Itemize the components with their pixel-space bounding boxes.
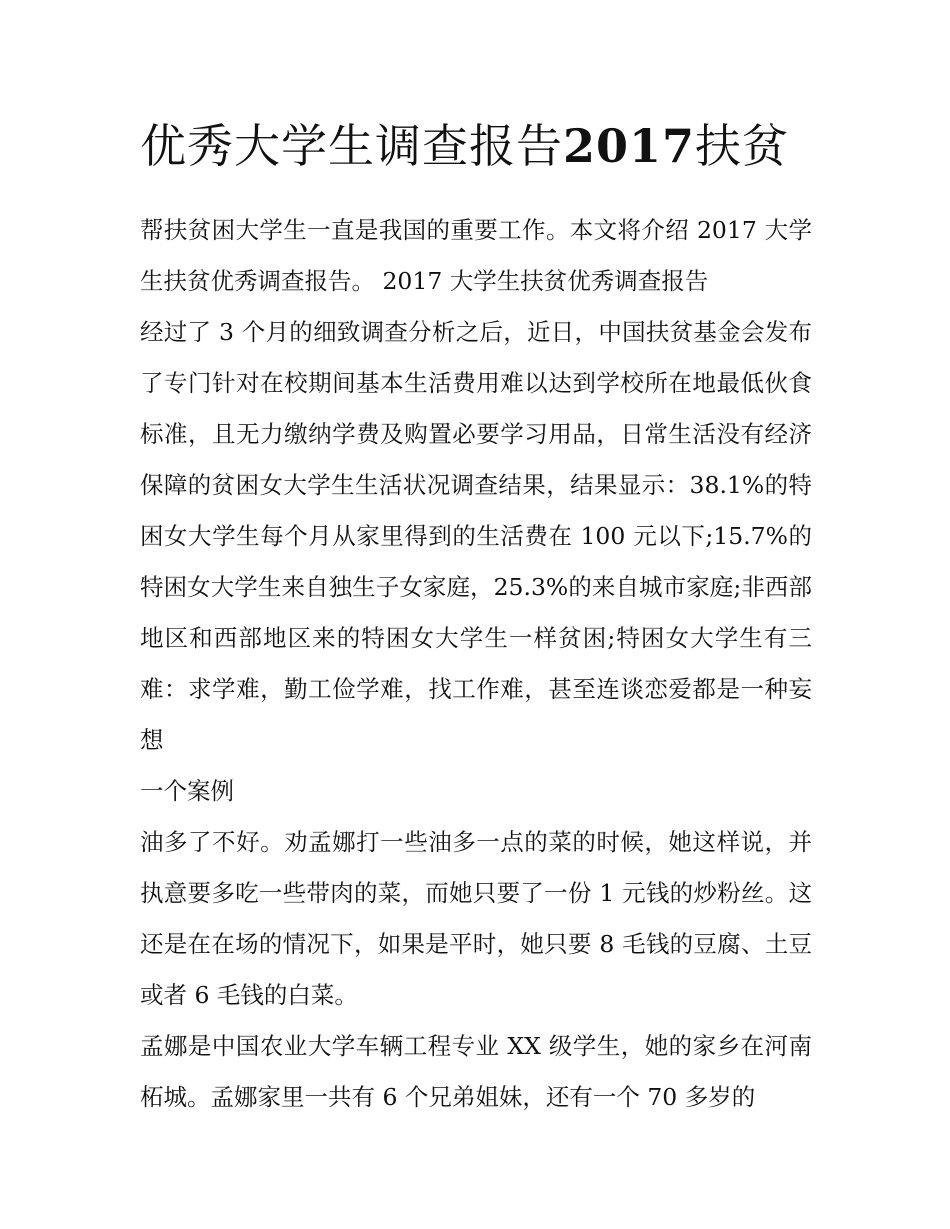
document-body xyxy=(140,113,812,1123)
survey-results-paragraph: 经过了 3 个月的细致调查分析之后，近日，中国扶贫基金会发布了专门针对在校期间基本生活费用难以达到学校所在地最低伙食标准，且无力缴纳学费及购置必要学习用品，日常生活没有经济保障的贫困女大学生生活状况调查结果，结果显示：38.1%的特困女大学生每个月从家里得到的生活费在 100 元以下;15.7%的特困女大学生来自独生子女家庭，25.3%的来自城市家庭;非西部地区和西部地区来的特困女大学生一样贫困;特困女大学生有三难：求学难，勤工俭学难，找工作难，甚至连谈恋爱都是一种妄想 xyxy=(140,318,812,754)
case-paragraph: 油多了不好。劝孟娜打一些油多一点的菜的时候，她这样说，并执意要多吃一些带肉的菜，而她只要了一份 1 元钱的炒粉丝。这还是在在场的情况下，如果是平时，她只要 8 毛钱的豆腐、土豆或者 6 毛钱的白菜。 xyxy=(140,828,812,1009)
title-suffix: 扶贫 xyxy=(695,119,790,173)
title-text: 优秀大学生调查报告 xyxy=(140,119,563,173)
title-year: 2017 xyxy=(563,119,696,173)
student-background-paragraph: 孟娜是中国农业大学车辆工程专业 XX 级学生，她的家乡在河南柘城。孟娜家里一共有 6 个兄弟姐妹，还有一个 70 多岁的 xyxy=(140,1032,812,1111)
intro-paragraph: 帮扶贫困大学生一直是我国的重要工作。本文将介绍 2017 大学生扶贫优秀调查报告。 2017 大学生扶贫优秀调查报告 xyxy=(140,216,812,295)
case-heading: 一个案例 xyxy=(140,777,234,805)
document-title xyxy=(140,113,812,179)
